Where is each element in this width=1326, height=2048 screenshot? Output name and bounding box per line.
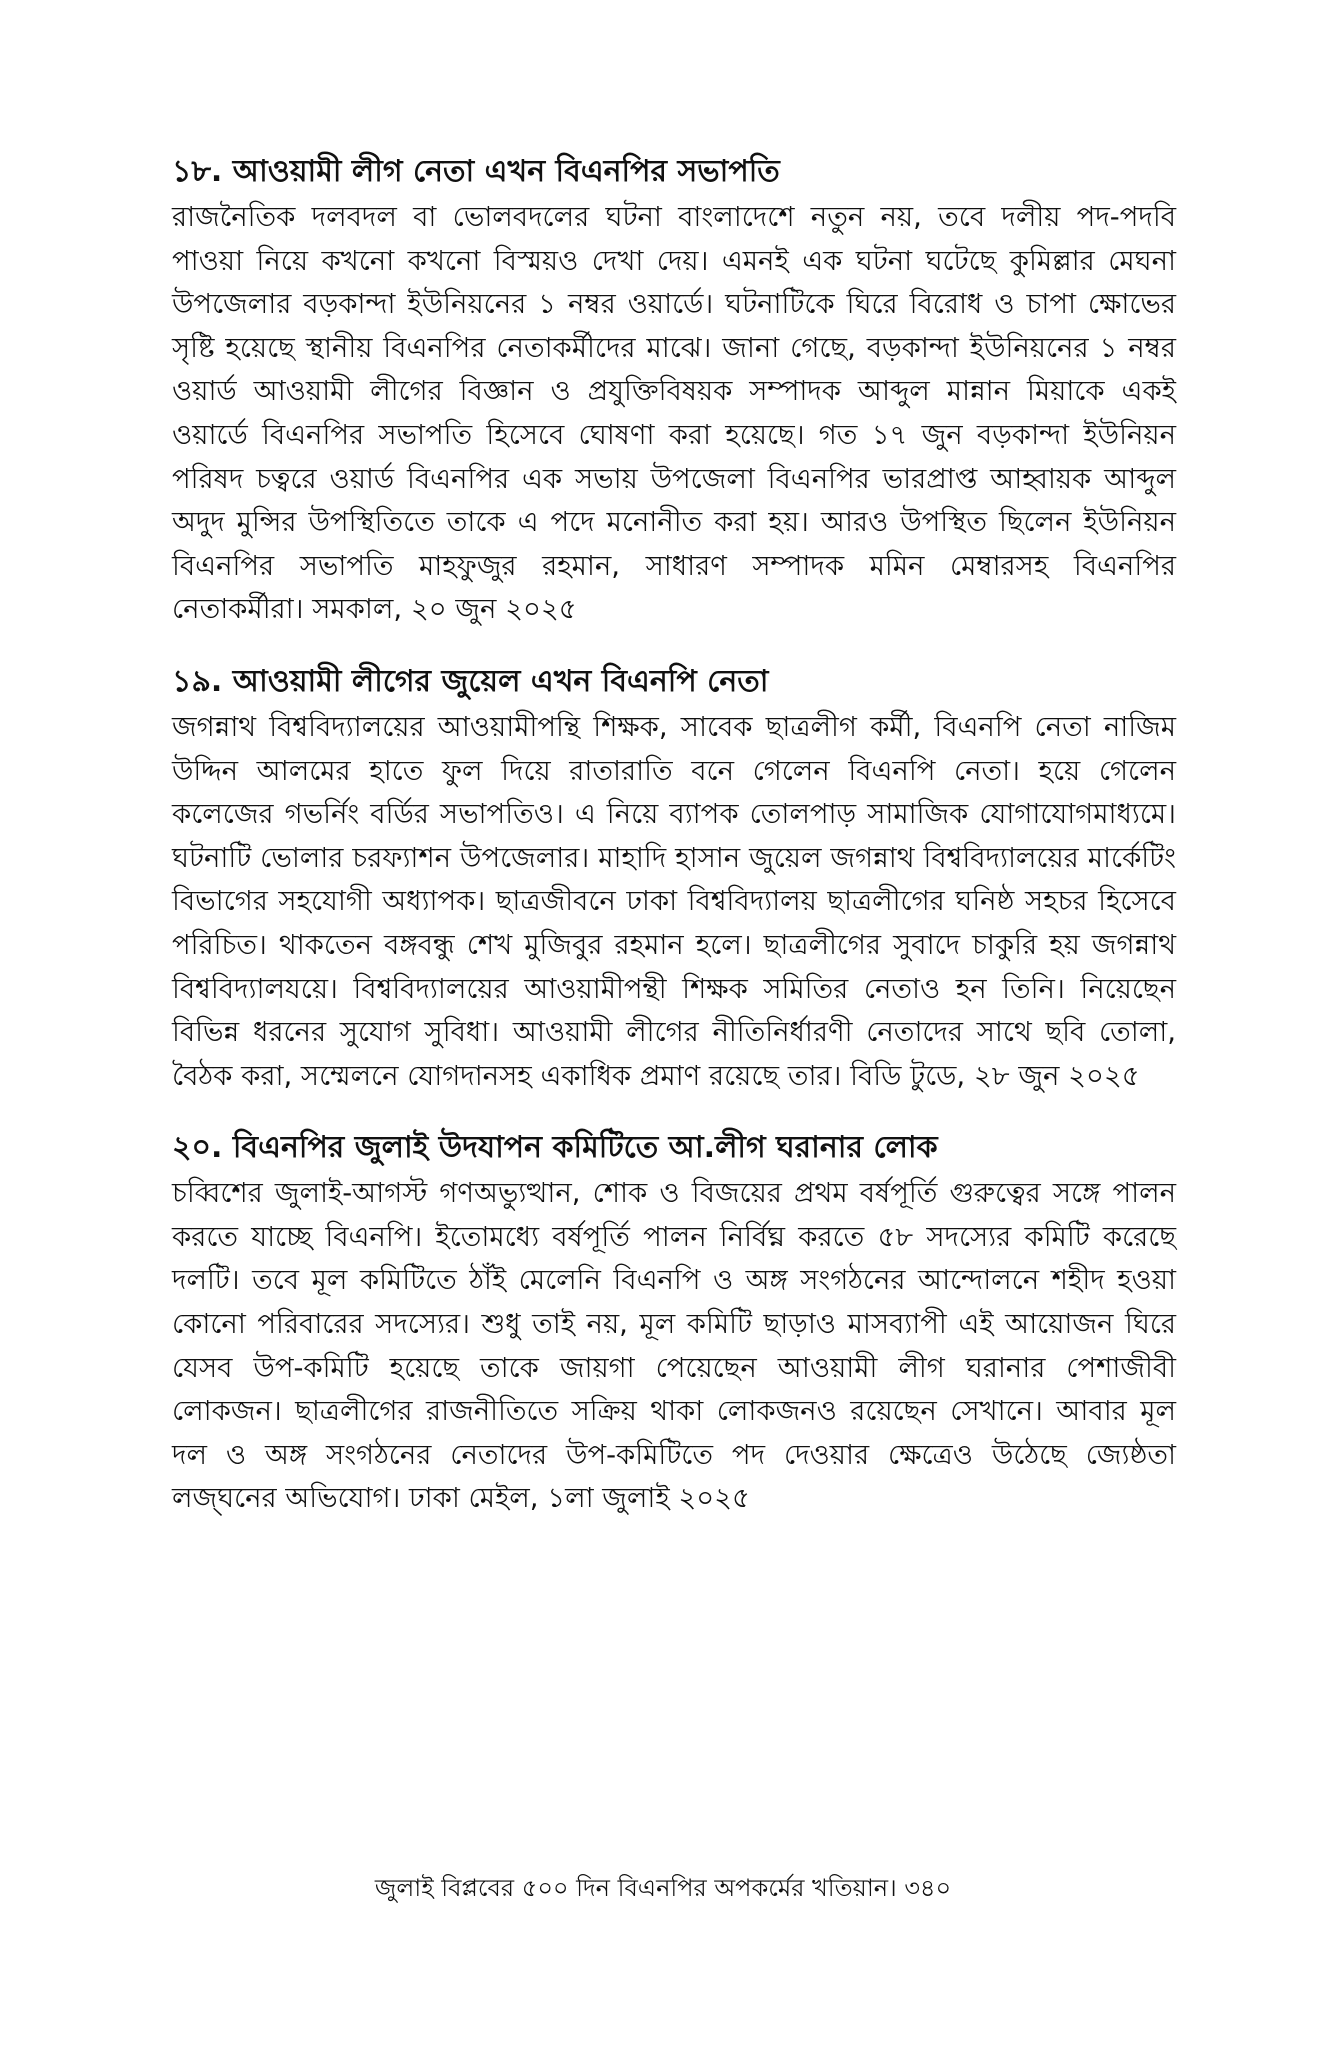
section-heading: ১৯. আওয়ামী লীগের জুয়েল এখন বিএনপি নেতা bbox=[172, 663, 769, 699]
news-item-19 bbox=[172, 660, 1176, 1098]
section-heading: ২০. বিএনপির জুলাই উদযাপন কমিটিতে আ.লীগ ঘরানার লোক bbox=[172, 1130, 938, 1166]
news-item-18 bbox=[172, 150, 1176, 632]
section-body: রাজনৈতিক দলবদল বা ভোলবদলের ঘটনা বাংলাদেশে নতুন নয়, তবে দলীয় পদ-পদবি পাওয়া নিয়ে কখনো কখনো বিস্ময়ও দেখা দেয়। এমনই এক ঘটনা ঘটেছে কুমিল্লার মেঘনা উপজেলার বড়কান্দা ইউনিয়নের ১ নম্বর ওয়ার্ডে। ঘটনাটিকে ঘিরে বিরোধ ও চাপা ক্ষোভের সৃষ্টি হয়েছে স্থানীয় বিএনপির নেতাকর্মীদের মাঝে। জানা গেছে, বড়কান্দা ইউনিয়নের ১ নম্বর ওয়ার্ড আওয়ামী লীগের বিজ্ঞান ও প্রযুক্তিবিষয়ক সম্পাদক আব্দুল মান্নান মিয়াকে একই ওয়ার্ডে বিএনপির সভাপতি হিসেবে ঘোষণা করা হয়েছে। গত ১৭ জুন বড়কান্দা ইউনিয়ন পরিষদ চত্বরে ওয়ার্ড বিএনপির এক সভায় উপজেলা বিএনপির ভারপ্রাপ্ত আহ্বায়ক আব্দুল অদুদ মুন্সির উপস্থিতিতে তাকে এ পদে মনোনীত করা হয়। আরও উপস্থিত ছিলেন ইউনিয়ন বিএনপির সভাপতি মাহফুজুর রহমান, সাধারণ সম্পাদক মমিন মেম্বারসহ বিএনপির নেতাকর্মীরা। সমকাল, ২০ জুন ২০২৫ bbox=[172, 201, 1176, 626]
section-body: চব্বিশের জুলাই-আগস্ট গণঅভ্যুত্থান, শোক ও বিজয়ের প্রথম বর্ষপূর্তি গুরুত্বের সঙ্গে পালন করতে যাচ্ছে বিএনপি। ইতোমধ্যে বর্ষপূর্তি পালন নির্বিঘ্ন করতে ৫৮ সদস্যের কমিটি করেছে দলটি। তবে মূল কমিটিতে ঠাঁই মেলেনি বিএনপি ও অঙ্গ সংগঠনের আন্দোলনে শহীদ হওয়া কোনো পরিবারের সদস্যের। শুধু তাই নয়, মূল কমিটি ছাড়াও মাসব্যাপী এই আয়োজন ঘিরে যেসব উপ-কমিটি হয়েছে তাকে জায়গা পেয়েছেন আওয়ামী লীগ ঘরানার পেশাজীবী লোকজন। ছাত্রলীগের রাজনীতিতে সক্রিয় থাকা লোকজনও রয়েছেন সেখানে। আবার মূল দল ও অঙ্গ সংগঠনের নেতাদের উপ-কমিটিতে পদ দেওয়ার ক্ষেত্রেও উঠেছে জ্যেষ্ঠতা লজ্ঘনের অভিযোগ। ঢাকা মেইল, ১লা জুলাই ২০২৫ bbox=[172, 1177, 1176, 1515]
page-content bbox=[172, 150, 1176, 1549]
news-item-20 bbox=[172, 1126, 1176, 1521]
page-footer: জুলাই বিপ্লবের ৫০০ দিন বিএনপির অপকর্মের খতিয়ান। ৩৪০ bbox=[374, 1874, 952, 1902]
section-heading: ১৮. আওয়ামী লীগ নেতা এখন বিএনপির সভাপতি bbox=[172, 154, 780, 189]
section-body: জগন্নাথ বিশ্ববিদ্যালয়ের আওয়ামীপন্থি শিক্ষক, সাবেক ছাত্রলীগ কর্মী, বিএনপি নেতা নাজিম উদ্দিন আলমের হাতে ফুল দিয়ে রাতারাতি বনে গেলেন বিএনপি নেতা। হয়ে গেলেন কলেজের গভর্নিং বর্ডির সভাপতিও। এ নিয়ে ব্যাপক তোলপাড় সামাজিক যোগাযোগমাধ্যমে। ঘটনাটি ভোলার চরফ্যাশন উপজেলার। মাহাদি হাসান জুয়েল জগন্নাথ বিশ্ববিদ্যালয়ের মার্কেটিং বিভাগের সহযোগী অধ্যাপক। ছাত্রজীবনে ঢাকা বিশ্ববিদ্যালয় ছাত্রলীগের ঘনিষ্ঠ সহচর হিসেবে পরিচিত। থাকতেন বঙ্গবন্ধু শেখ মুজিবুর রহমান হলে। ছাত্রলীগের সুবাদে চাকুরি হয় জগন্নাথ বিশ্ববিদ্যালযয়ে। বিশ্ববিদ্যালয়ের আওয়ামীপন্থী শিক্ষক সমিতির নেতাও হন তিনি। নিয়েছেন বিভিন্ন ধরনের সুযোগ সুবিধা। আওয়ামী লীগের নীতিনির্ধারণী নেতাদের সাথে ছবি তোলা, বৈঠক করা, সম্মেলনে যোগদানসহ একাধিক প্রমাণ রয়েছে তার। বিডি টুডে, ২৮ জুন ২০২৫ bbox=[172, 710, 1176, 1092]
